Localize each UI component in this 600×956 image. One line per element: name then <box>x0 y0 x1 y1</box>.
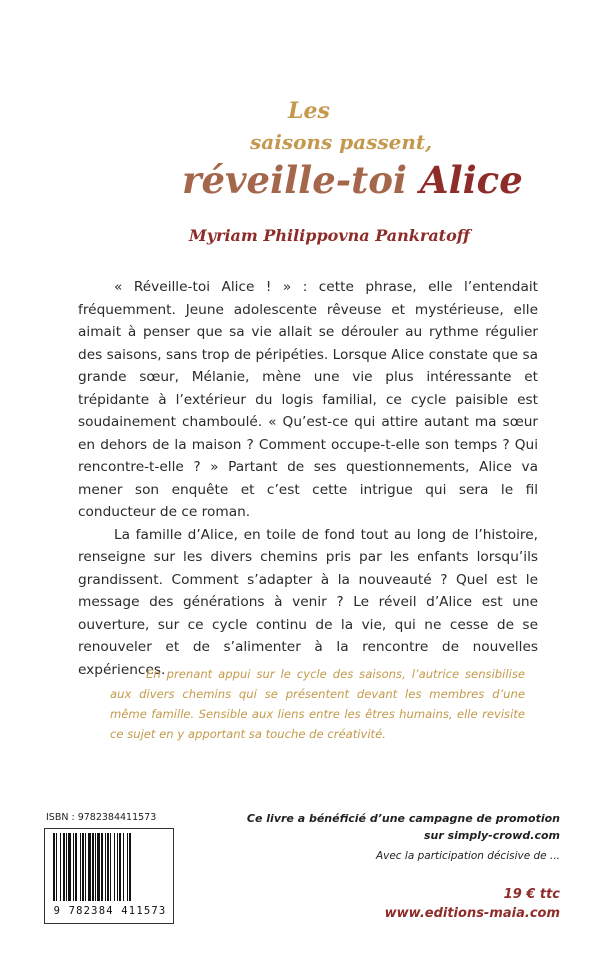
barcode-bar <box>53 833 55 901</box>
promo-text <box>247 810 560 844</box>
title-line-1: Les <box>288 98 330 124</box>
barcode-bar <box>66 833 67 901</box>
barcode-bar <box>56 833 57 901</box>
barcode-bar <box>63 833 65 901</box>
barcode-bars <box>49 833 169 903</box>
barcode-bar <box>60 833 61 901</box>
barcode-bar <box>119 833 121 901</box>
paragraph-2: La famille d’Alice, en toile de fond tout au long de l’histoire, renseigne sur les divers chemins pris par les enfants lorsqu’ils grandissent. Comment s’adapter à la nouveauté ? Quel est le message des générations à venir ? Le réveil d’Alice est une ouverture, sur ce cycle continu de la vie, qui ne cesse de se renouveler et de s’alimenter à la rencontre de nouvelles expériences. <box>78 526 538 678</box>
barcode-bar <box>110 833 111 901</box>
barcode-bar <box>127 833 128 901</box>
promo-line-2: sur simply-crowd.com <box>423 829 560 842</box>
barcode-bar <box>117 833 118 901</box>
title-line-3 <box>182 158 523 202</box>
barcode-bar <box>129 833 131 901</box>
barcode-bar <box>73 833 74 901</box>
promo-line-1: Ce livre a bénéficié d’une campagne de promotion <box>246 812 560 825</box>
barcode-bar <box>97 833 100 901</box>
back-cover-text <box>78 276 538 681</box>
barcode-bar <box>88 833 91 901</box>
title-word-reveille: réveille-toi <box>182 158 407 202</box>
author-name: Myriam Philippovna Pankratoff <box>189 226 470 245</box>
isbn-label: ISBN : 9782384411573 <box>46 812 157 823</box>
barcode <box>44 828 174 924</box>
barcode-bar <box>123 833 124 901</box>
barcode-bar <box>68 833 71 901</box>
barcode-bar <box>105 833 106 901</box>
barcode-bar <box>80 833 81 901</box>
publisher-website: www.editions-maia.com <box>384 906 560 921</box>
barcode-digits: 9 782384 411573 <box>53 905 167 917</box>
price: 19 € ttc <box>503 887 560 902</box>
title-word-alice: Alice <box>419 158 523 202</box>
barcode-bar <box>82 833 84 901</box>
blurb: En prenant appui sur le cycle des saisons, l’autrice sensibilise aux divers chemins qui se présentent devant les membres d’une même famille. Sensible aux liens entre les êtres humains, elle revisite ce sujet en y apportant sa touche de créativité. <box>110 667 525 741</box>
barcode-bar <box>95 833 96 901</box>
barcode-bar <box>85 833 86 901</box>
barcode-bar <box>114 833 115 901</box>
title-line-2: saisons passent, <box>250 130 433 154</box>
participation-text: Avec la participation décisive de ... <box>375 850 560 862</box>
barcode-bar <box>107 833 109 901</box>
barcode-bar <box>92 833 94 901</box>
barcode-bar <box>101 833 103 901</box>
barcode-bar <box>75 833 77 901</box>
paragraph-1: « Réveille-toi Alice ! » : cette phrase, elle l’entendait fréquemment. Jeune adolescente rêveuse et mystérieuse, elle aimait à penser que sa vie allait se dérouler au rythme régulier des saisons, sans trop de péripéties. Lorsque Alice constate que sa grande sœur, Mélanie, mène une vie plus intéressante et trépidante à l’extérieur du logis familial, ce cycle paisible est soudainement chamboulé. « Qu’est-ce qui attire autant ma sœur en dehors de la maison ? Comment occupe-t-elle son temps ? Qui rencontre-t-elle ? » Partant de ses questionnements, Alice va mener son enquête et c’est cette intrigue qui sera le fil conducteur de ce roman. <box>78 279 538 520</box>
